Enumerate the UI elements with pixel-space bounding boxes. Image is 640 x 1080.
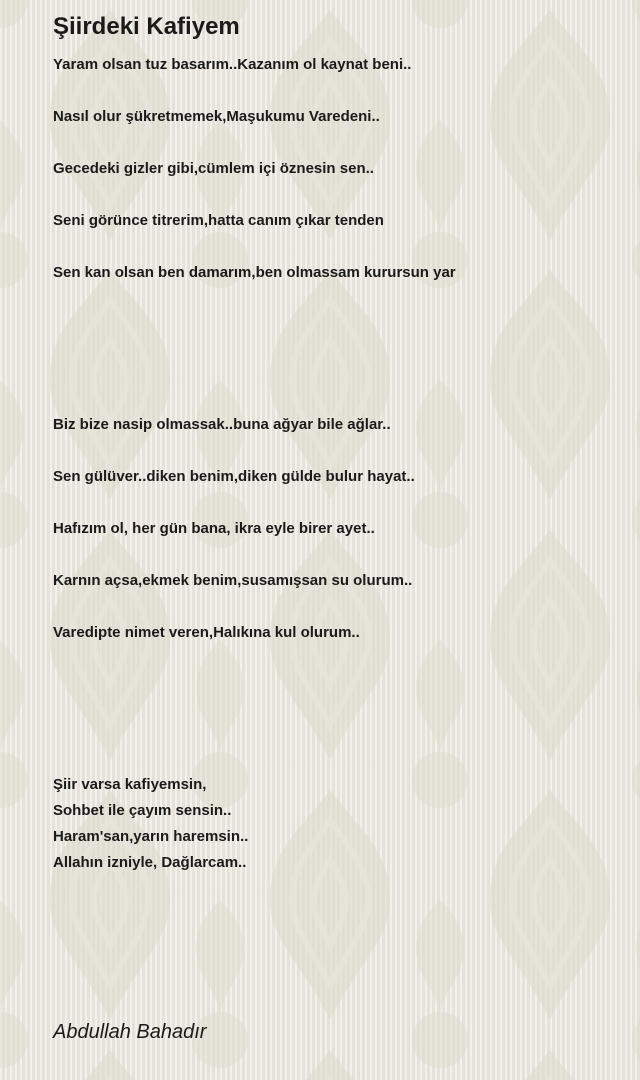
poem-line: Seni görünce titrerim,hatta canım çıkar tenden	[53, 212, 384, 229]
poem-title: Şiirdeki Kafiyem	[53, 13, 240, 40]
poem-line: Şiir varsa kafiyemsin,	[53, 776, 207, 793]
poem-line: Sohbet ile çayım sensin..	[53, 802, 232, 819]
poem-line: Biz bize nasip olmassak..buna ağyar bile ağlar..	[53, 416, 391, 433]
poem-line: Varedipte nimet veren,Halıkına kul olurum..	[53, 624, 360, 641]
poem-line: Haram'san,yarın haremsin..	[53, 828, 249, 845]
poem-line: Allahın izniyle, Dağlarcam..	[53, 854, 247, 871]
poem-line: Gecedeki gizler gibi,cümlem içi öznesin sen..	[53, 160, 374, 177]
poem-line: Sen gülüver..diken benim,diken gülde bulur hayat..	[53, 468, 415, 485]
poem-author: Abdullah Bahadır	[53, 1021, 207, 1043]
poem-line: Yaram olsan tuz basarım..Kazanım ol kaynat beni..	[53, 56, 412, 73]
poem-line: Nasıl olur şükretmemek,Maşukumu Varedeni..	[53, 108, 380, 125]
poem-line: Hafızım ol, her gün bana, ikra eyle birer ayet..	[53, 520, 375, 537]
poem-line: Karnın açsa,ekmek benim,susamışsan su olurum..	[53, 572, 413, 589]
poem-line: Sen kan olsan ben damarım,ben olmassam kurursun yar	[53, 264, 456, 281]
